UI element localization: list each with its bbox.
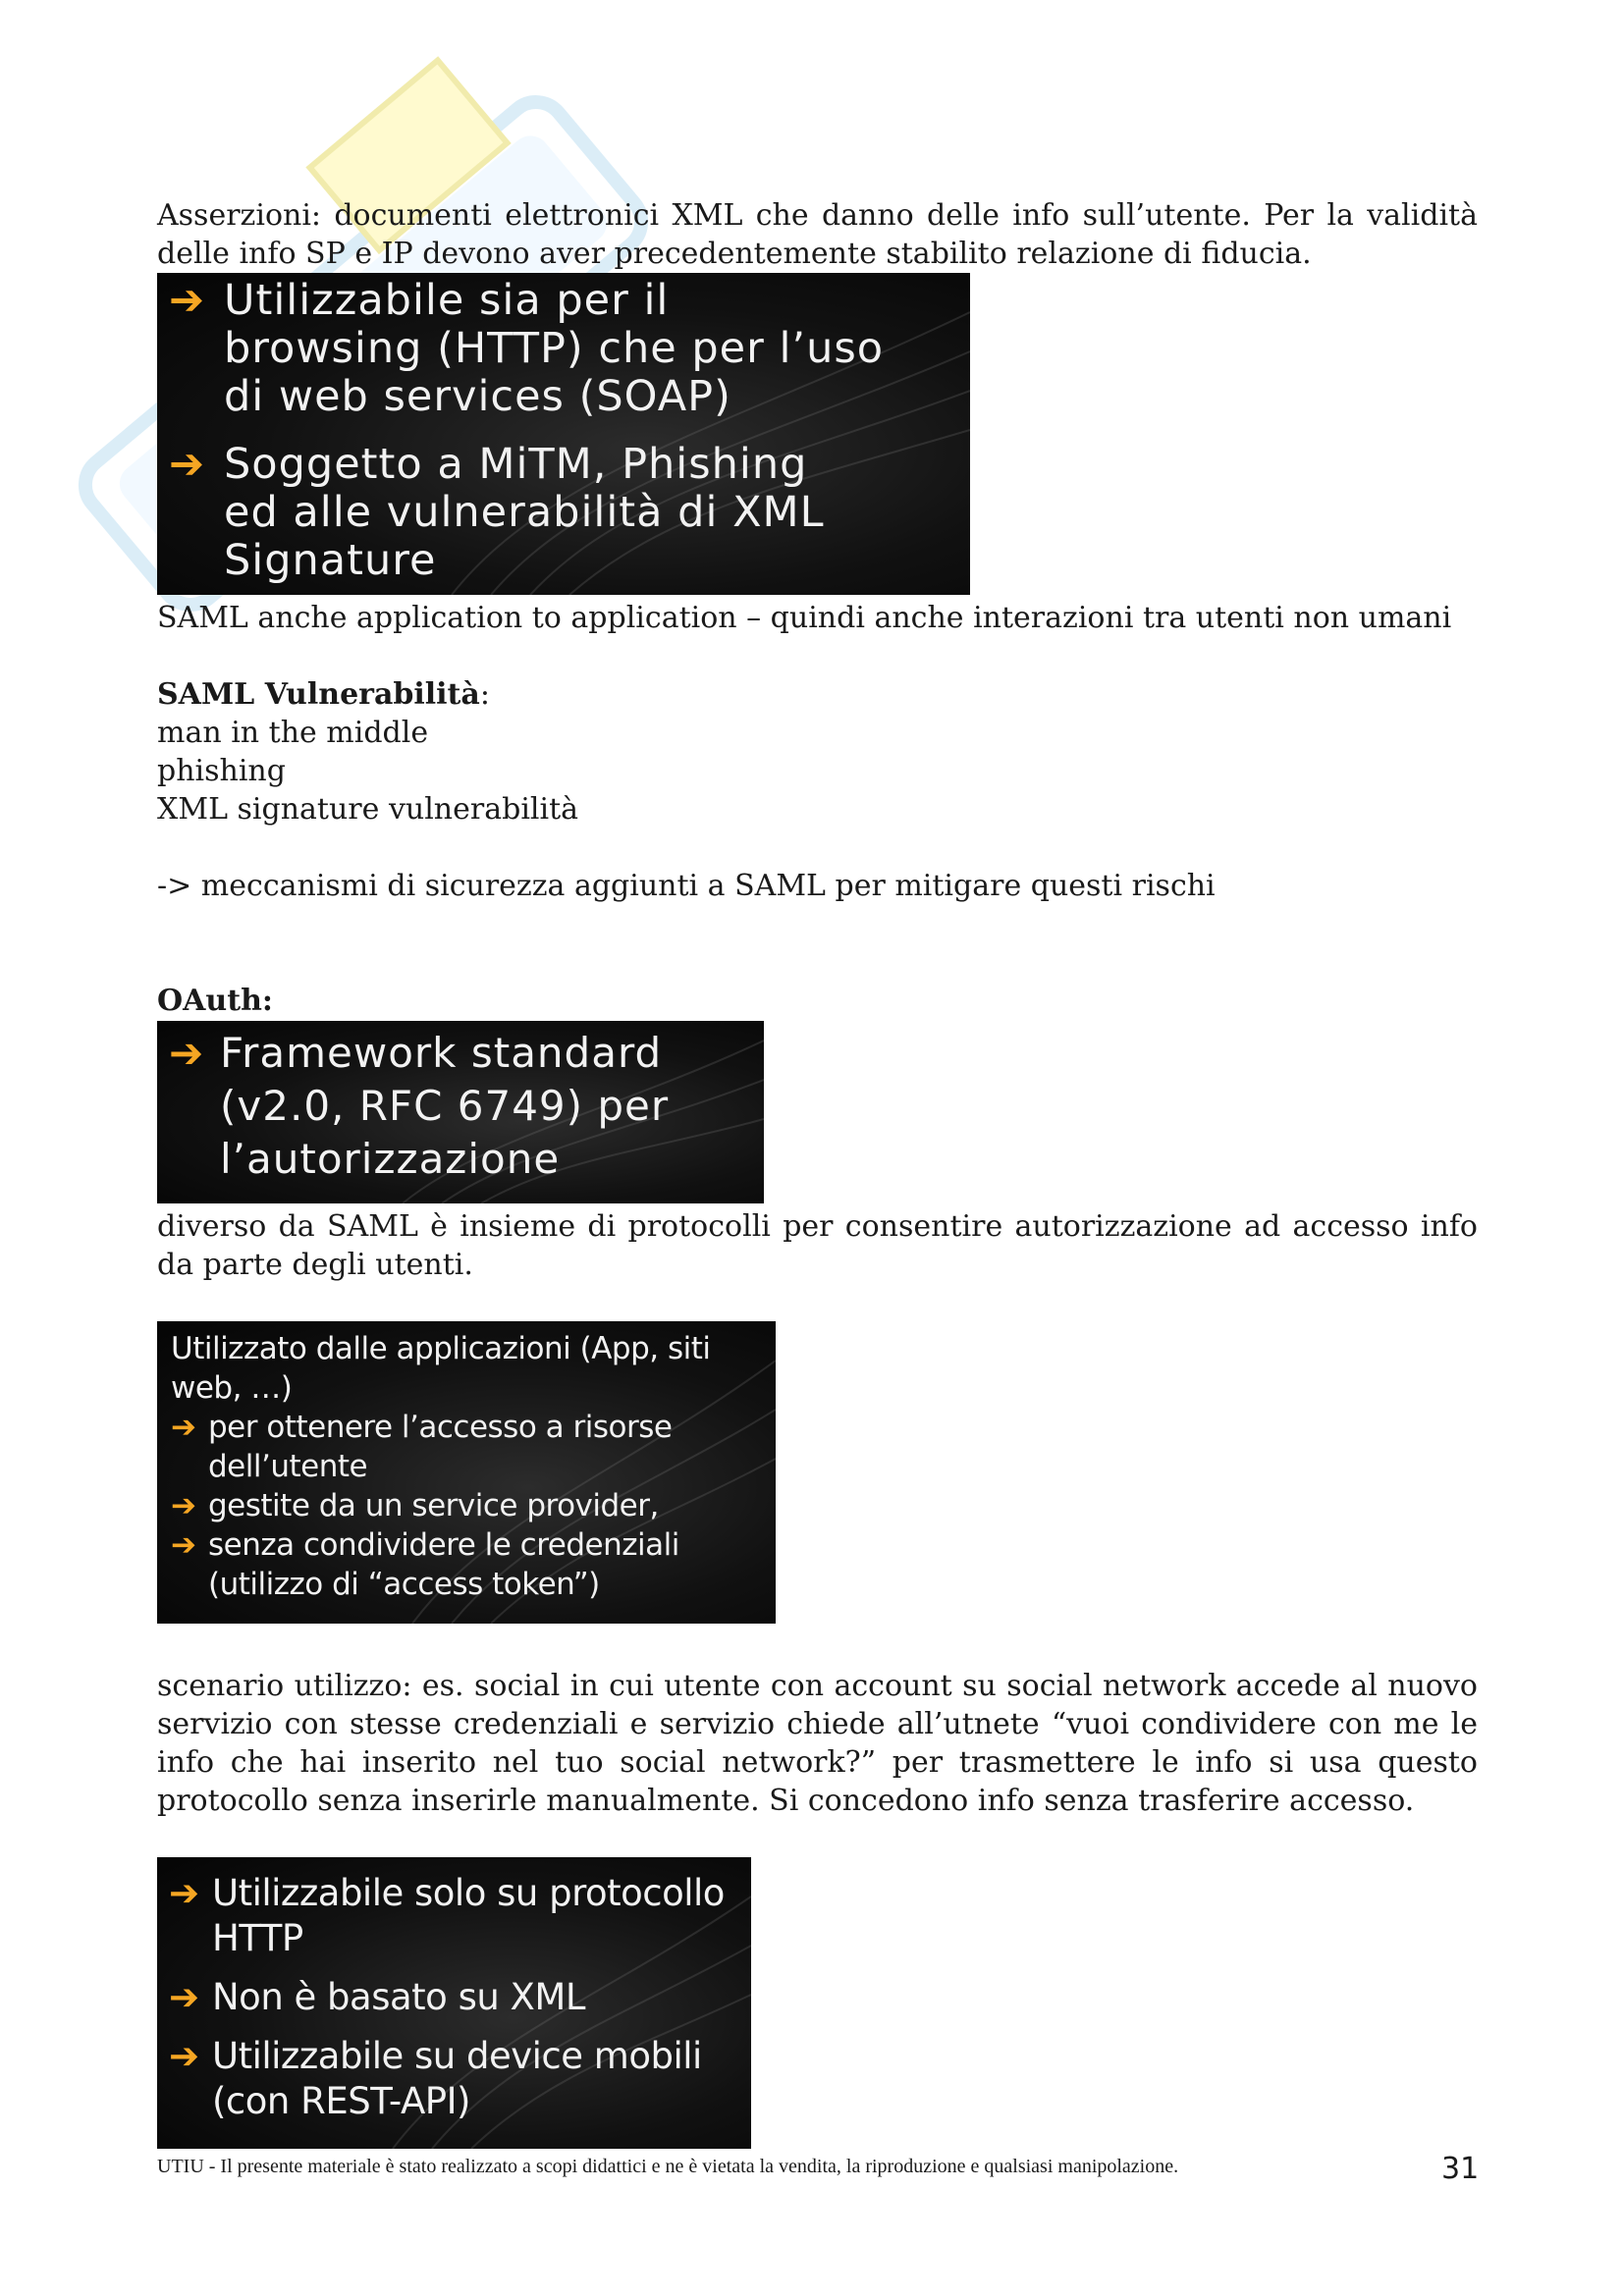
- paragraph-mechanisms: -> meccanismi di sicurezza aggiunti a SAML per mitigare questi rischi: [157, 869, 1216, 903]
- slide4-bullet-1: [169, 1871, 751, 1961]
- page-number: 31: [1441, 2152, 1480, 2186]
- slide3-intro-line-2: web, …): [171, 1370, 293, 1406]
- slide2-bullet-1-line-1: Framework standard: [220, 1029, 663, 1077]
- slide1-bullet-2-line-2: ed alle vulnerabilità di XML: [224, 488, 825, 537]
- slide4-bullet-2-line-1: Non è basato su XML: [212, 1976, 585, 2018]
- slide3-bullet-1-line-2: dell’utente: [208, 1449, 368, 1484]
- slide2-bullet-1: [169, 1027, 764, 1186]
- slide2-bullet-1-line-2: (v2.0, RFC 6749) per: [220, 1082, 670, 1130]
- slide-image-oauth-features: [157, 1857, 751, 2149]
- vuln-item: phishing: [157, 754, 286, 788]
- slide3-bullet-2-line-1: gestite da un service provider,: [208, 1488, 659, 1523]
- slide-image-oauth-usage: [157, 1321, 776, 1624]
- heading-saml-vulnerabilita-label: SAML Vulnerabilità: [157, 677, 480, 712]
- slide-image-oauth-framework: [157, 1021, 764, 1203]
- arrow-icon: ➔: [169, 1029, 205, 1077]
- slide1-bullet-1: [169, 277, 970, 421]
- arrow-icon: ➔: [169, 1872, 199, 1914]
- slide4-bullet-1-line-1: Utilizzabile solo su protocollo: [212, 1872, 725, 1914]
- paragraph-scenario: scenario utilizzo: es. social in cui utente con account su social network accede al nuovo servizio con stesse credenziali e servizio chiede all’utnete “vuoi condividere con me le info che hai inserito nel tuo social network?” per trasmettere le info si usa questo protocollo senza inserirle manualmente. Si concedono info senza trasferire accesso.: [157, 1669, 1478, 1818]
- slide4-bullet-1-line-2: HTTP: [212, 1917, 303, 1959]
- slide3-bullet-3-line-1: senza condividere le credenziali: [208, 1527, 679, 1563]
- arrow-icon: ➔: [169, 2035, 199, 2077]
- slide1-bullet-2-line-3: Signature: [224, 536, 437, 585]
- arrow-icon: ➔: [171, 1527, 196, 1563]
- slide1-bullet-1-line-2: browsing (HTTP) che per l’uso: [224, 324, 885, 373]
- arrow-icon: ➔: [169, 276, 206, 325]
- footer-disclaimer: UTIU - Il presente materiale è stato realizzato a scopi didattici e ne è vietata la vendita, la riproduzione e qualsiasi manipolazione.: [157, 2156, 1179, 2177]
- paragraph-oauth-desc: diverso da SAML è insieme di protocolli per consentire autorizzazione ad accesso info da parte degli utenti.: [157, 1209, 1478, 1282]
- slide1-bullet-2-line-1: Soggetto a MiTM, Phishing: [224, 440, 808, 489]
- paragraph-asserzioni: Asserzioni: documenti elettronici XML che danno delle info sull’utente. Per la validità delle info SP e IP devono aver precedentemente stabilito relazione di fiducia.: [157, 198, 1478, 271]
- slide3-bullet-2: [171, 1486, 776, 1525]
- slide4-bullet-3-line-2: (con REST-API): [212, 2080, 470, 2122]
- heading-saml-vulnerabilita: [157, 675, 1478, 714]
- slide1-bullet-1-line-1: Utilizzabile sia per il: [224, 276, 670, 325]
- arrow-icon: ➔: [171, 1488, 196, 1523]
- slide3-bullet-3: [171, 1525, 776, 1604]
- vuln-item: man in the middle: [157, 716, 429, 750]
- vuln-item: XML signature vulnerabilità: [157, 792, 579, 827]
- slide3-bullet-3-line-2: (utilizzo di “access token”): [208, 1567, 600, 1602]
- slide4-bullet-3: [169, 2034, 751, 2124]
- slide1-bullet-2: [169, 441, 970, 585]
- arrow-icon: ➔: [171, 1410, 196, 1445]
- slide3-intro-line-1: Utilizzato dalle applicazioni (App, siti: [171, 1331, 711, 1366]
- arrow-icon: ➔: [169, 440, 206, 489]
- slide-image-saml-usage: [157, 273, 970, 595]
- slide2-bullet-1-line-3: l’autorizzazione: [220, 1135, 561, 1183]
- arrow-icon: ➔: [169, 1976, 199, 2018]
- slide3-bullet-1: [171, 1408, 776, 1486]
- slide3-bullet-1-line-1: per ottenere l’accesso a risorse: [208, 1410, 673, 1445]
- paragraph-saml-app: SAML anche application to application – quindi anche interazioni tra utenti non umani: [157, 601, 1452, 635]
- slide1-bullet-1-line-3: di web services (SOAP): [224, 372, 731, 421]
- heading-colon: :: [479, 677, 490, 712]
- slide4-bullet-2: [169, 1975, 751, 2020]
- slide4-bullet-3-line-1: Utilizzabile su device mobili: [212, 2035, 702, 2077]
- heading-oauth: OAuth:: [157, 984, 273, 1018]
